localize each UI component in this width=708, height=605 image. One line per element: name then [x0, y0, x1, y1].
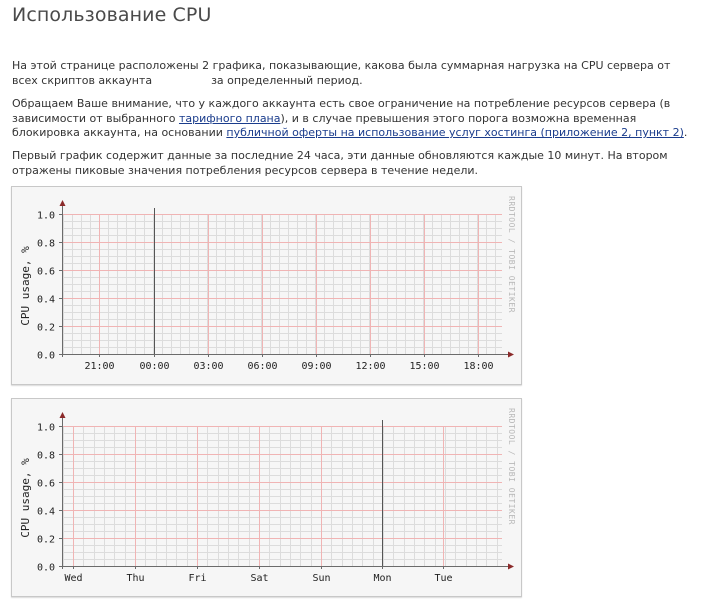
x-tick-label: 18:00	[463, 361, 494, 372]
rrdtool-watermark: RRDTOOL / TOBI OETIKER	[507, 196, 516, 313]
minor-grid	[62, 426, 502, 566]
cpu-chart-week-svg	[12, 399, 521, 596]
intro-paragraph	[12, 59, 692, 88]
y-tick-label: 0.0	[36, 350, 55, 362]
y-tick-label: 0.4	[36, 506, 55, 518]
cpu-chart-24h	[11, 186, 522, 385]
x-tick-label: Tue	[434, 573, 453, 584]
limits-text-b: ), и в случае превышения этого порога возможна временная блокировка аккаунта, на основании	[12, 111, 637, 139]
y-tick-label: 1.0	[36, 422, 55, 434]
y-tick-label: 0.2	[36, 534, 55, 546]
x-axis-arrow	[508, 352, 514, 358]
x-tick-label: Thu	[126, 573, 145, 584]
limits-text-c: .	[683, 126, 688, 139]
y-tick-label: 0.0	[36, 562, 55, 574]
y-axis-label: CPU usage, %	[19, 246, 32, 326]
y-tick-label: 0.2	[36, 322, 55, 334]
x-tick-label: Sun	[312, 573, 331, 584]
x-tick-label: Fri	[188, 573, 207, 584]
y-tick-label: 1.0	[36, 210, 55, 222]
y-tick-label: 0.6	[36, 478, 55, 490]
x-axis-arrow	[508, 564, 514, 570]
x-tick-label: 00:00	[139, 361, 170, 372]
x-tick-label: Wed	[64, 573, 83, 584]
intro-text-a: На этой странице расположены 2 графика, показывающие, какова была суммарная нагрузка на CPU сервера от всех скриптов аккаунта	[12, 59, 671, 87]
x-tick-label: 06:00	[247, 361, 278, 372]
x-tick-label: 09:00	[301, 361, 332, 372]
y-tick-label: 0.6	[36, 266, 55, 278]
y-tick-label: 0.8	[36, 238, 55, 250]
y-tick-label: 0.4	[36, 294, 55, 306]
tariff-plan-link[interactable]: тарифного плана	[178, 111, 281, 125]
limits-paragraph	[12, 97, 692, 141]
charts-info-paragraph: Первый график содержит данные за последние 24 часа, эти данные обновляются каждые 10 минут. На втором отражены пиковые значения потребления ресурсов сервера в течение недели.	[12, 149, 668, 177]
y-axis-label: CPU usage, %	[19, 458, 32, 538]
intro-text-b: за определенный период.	[211, 73, 363, 87]
y-axis-arrow	[60, 200, 66, 206]
x-tick-label: 03:00	[193, 361, 224, 372]
x-tick-label: Sat	[250, 573, 269, 584]
x-tick-label: 21:00	[84, 361, 115, 372]
cpu-chart-24h-svg	[12, 187, 521, 384]
y-axis-arrow	[60, 412, 66, 418]
x-tick-label: 15:00	[409, 361, 440, 372]
y-tick-label: 0.8	[36, 450, 55, 462]
x-tick-label: Mon	[373, 573, 392, 584]
public-offer-link[interactable]: публичной оферты на использование услуг хостинга (приложение 2, пункт 2)	[226, 126, 684, 139]
x-tick-label: 12:00	[355, 361, 386, 372]
minor-grid	[62, 214, 502, 354]
cpu-chart-week	[11, 398, 522, 597]
limits-text-a: Обращаем Ваше внимание, что у каждого аккаунта есть свое ограничение на потребление ресурсов сервера (в зависимости от выбранного	[12, 97, 671, 125]
page-title: Использование CPU	[12, 4, 212, 26]
rrdtool-watermark: RRDTOOL / TOBI OETIKER	[507, 408, 516, 525]
